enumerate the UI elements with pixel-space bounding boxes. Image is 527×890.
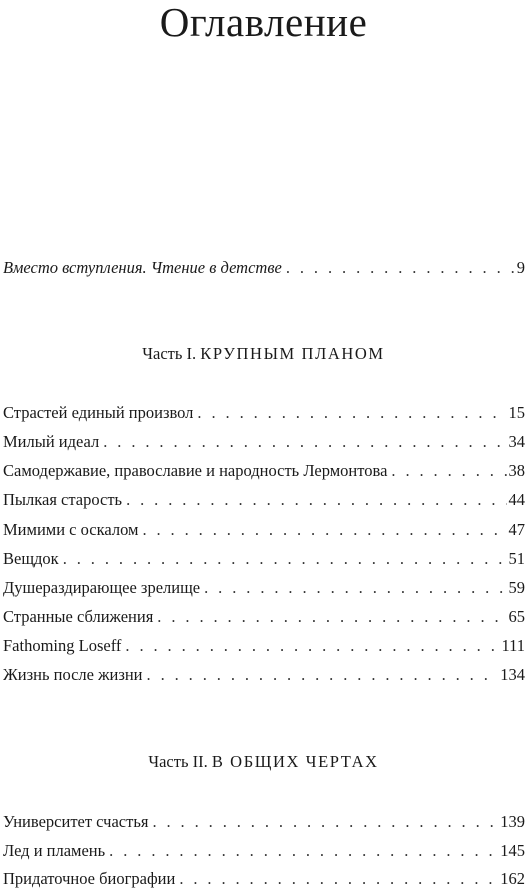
dot-leader	[142, 520, 506, 540]
dot-leader	[179, 869, 498, 889]
dot-leader	[197, 403, 506, 423]
toc-entry-page: 51	[508, 549, 525, 568]
toc-entry-label: Мимими с оскалом	[3, 520, 139, 539]
toc-entry-label: Университет счастья	[3, 812, 149, 831]
dot-leader	[147, 665, 499, 685]
dot-leader	[204, 578, 506, 598]
toc-entry-page: 145	[500, 841, 525, 860]
toc-entry[interactable]	[3, 490, 525, 510]
toc-entry-page: 38	[508, 461, 525, 480]
part-heading-1	[0, 344, 527, 364]
dot-leader	[286, 258, 515, 278]
toc-entry[interactable]	[3, 607, 525, 627]
toc-entry-page: 134	[500, 665, 525, 684]
toc-entry-label: Странные сближения	[3, 607, 154, 626]
dot-leader	[157, 607, 506, 627]
toc-entry-label: Fathoming Loseff	[3, 636, 122, 655]
toc-entry[interactable]	[3, 665, 525, 685]
toc-entry[interactable]	[3, 578, 525, 598]
toc-entry[interactable]	[3, 841, 525, 861]
toc-entry-page: 162	[500, 869, 525, 888]
part-heading-2	[0, 752, 527, 772]
toc-entry-label: Пылкая старость	[3, 490, 123, 509]
toc-entry[interactable]	[3, 520, 525, 540]
toc-entry-page: 59	[508, 578, 525, 597]
toc-entry-label: Лед и пламень	[3, 841, 106, 860]
toc-entry-label: Страстей единый произвол	[3, 403, 194, 422]
dot-leader	[63, 549, 507, 569]
dot-leader	[126, 490, 506, 510]
toc-entry-page: 9	[516, 258, 525, 277]
toc-entry-label: Самодержавие, православие и народность Лермонтова	[3, 461, 388, 480]
toc-entry-page: 65	[508, 607, 525, 626]
toc-entry[interactable]	[3, 869, 525, 889]
toc-entry[interactable]	[3, 432, 525, 452]
dot-leader	[152, 812, 498, 832]
toc-entry[interactable]	[3, 461, 525, 481]
dot-leader	[391, 461, 506, 481]
toc-entry[interactable]	[3, 403, 525, 423]
dot-leader	[103, 432, 506, 452]
toc-entry-label: Вместо вступления. Чтение в детстве	[3, 258, 282, 277]
part-name: В ОБЩИХ ЧЕРТАХ	[211, 752, 379, 771]
toc-entry-intro[interactable]	[3, 258, 525, 278]
toc-entry-page: 44	[508, 490, 525, 509]
toc-entry[interactable]	[3, 812, 525, 832]
toc-entry[interactable]	[3, 636, 525, 656]
toc-entry-page: 47	[508, 520, 525, 539]
part-name: КРУПНЫМ ПЛАНОМ	[200, 344, 385, 363]
toc-entry-label: Душераздирающее зрелище	[3, 578, 201, 597]
toc-entry-label: Милый идеал	[3, 432, 100, 451]
toc-entry-page: 15	[508, 403, 525, 422]
toc-entry-page: 34	[508, 432, 525, 451]
dot-leader	[125, 636, 499, 656]
toc-entry-page: 139	[500, 812, 525, 831]
toc-entry-label: Жизнь после жизни	[3, 665, 143, 684]
toc-entry[interactable]	[3, 549, 525, 569]
part-prefix: Часть I.	[142, 344, 201, 363]
toc-entry-label: Вещдок	[3, 549, 59, 568]
part-prefix: Часть II.	[148, 752, 212, 771]
page-title: Оглавление	[159, 0, 368, 45]
dot-leader	[109, 841, 498, 861]
toc-entry-label: Придаточное биографии	[3, 869, 176, 888]
toc-entry-page: 111	[501, 636, 525, 655]
